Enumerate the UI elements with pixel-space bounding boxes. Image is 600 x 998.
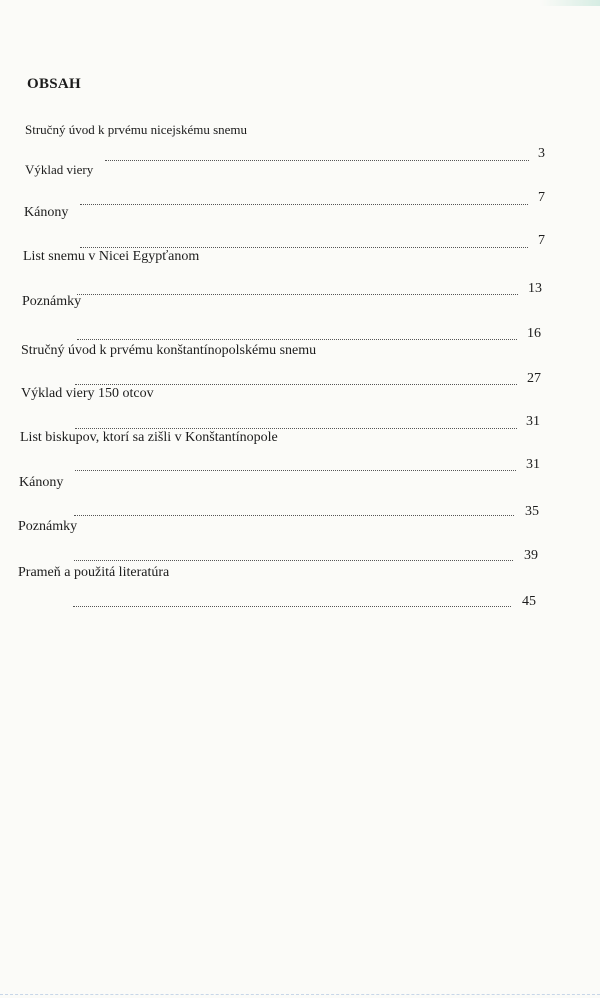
toc-entry-title: Stručný úvod k prvému konštantínopolskému snemu — [21, 343, 317, 358]
toc-entry-page: 7 — [538, 233, 545, 248]
toc-entry-title: List biskupov, ktorí sa zišli v Konštantínopole — [20, 430, 278, 445]
toc-leader — [74, 546, 513, 561]
toc-entry-page: 16 — [527, 326, 541, 341]
toc-leader — [74, 501, 514, 516]
toc-leader — [77, 280, 518, 295]
toc-entry-title: List snemu v Nicei Egypťanom — [23, 249, 200, 264]
toc-entry-title: Kánony — [19, 475, 64, 490]
toc-heading: OBSAH — [27, 76, 82, 92]
toc-entry-title: Poznámky — [18, 519, 78, 534]
toc-entry-page: 7 — [538, 190, 545, 205]
toc-entry-page: 45 — [522, 594, 536, 609]
toc-entry-title: Výklad viery — [25, 162, 94, 177]
toc-leader — [80, 190, 528, 205]
toc-entry-page: 39 — [524, 548, 538, 563]
toc-entry-page: 27 — [527, 371, 541, 386]
toc-leader — [73, 592, 511, 607]
toc-leader — [77, 325, 517, 340]
toc-entry-page: 13 — [528, 281, 542, 296]
page-bottom-edge — [0, 994, 600, 998]
toc-entry-page: 31 — [526, 457, 540, 472]
toc-entry-page: 3 — [538, 146, 545, 161]
toc-entry-title: Prameň a použitá literatúra — [18, 565, 170, 580]
toc-entry-title: Poznámky — [22, 294, 82, 309]
toc-entry-page: 31 — [526, 414, 540, 429]
toc-entry-page: 35 — [525, 504, 539, 519]
toc-leader — [80, 233, 528, 248]
corner-tint — [540, 0, 600, 6]
toc-entry-title: Výklad viery 150 otcov — [21, 386, 154, 401]
toc-leader — [75, 414, 517, 429]
toc-leader — [75, 456, 516, 471]
toc-leader — [75, 370, 517, 385]
toc-entry-title: Stručný úvod k prvému nicejskému snemu — [25, 122, 248, 137]
toc-leader — [105, 146, 529, 161]
toc-entry-title: Kánony — [24, 205, 69, 220]
